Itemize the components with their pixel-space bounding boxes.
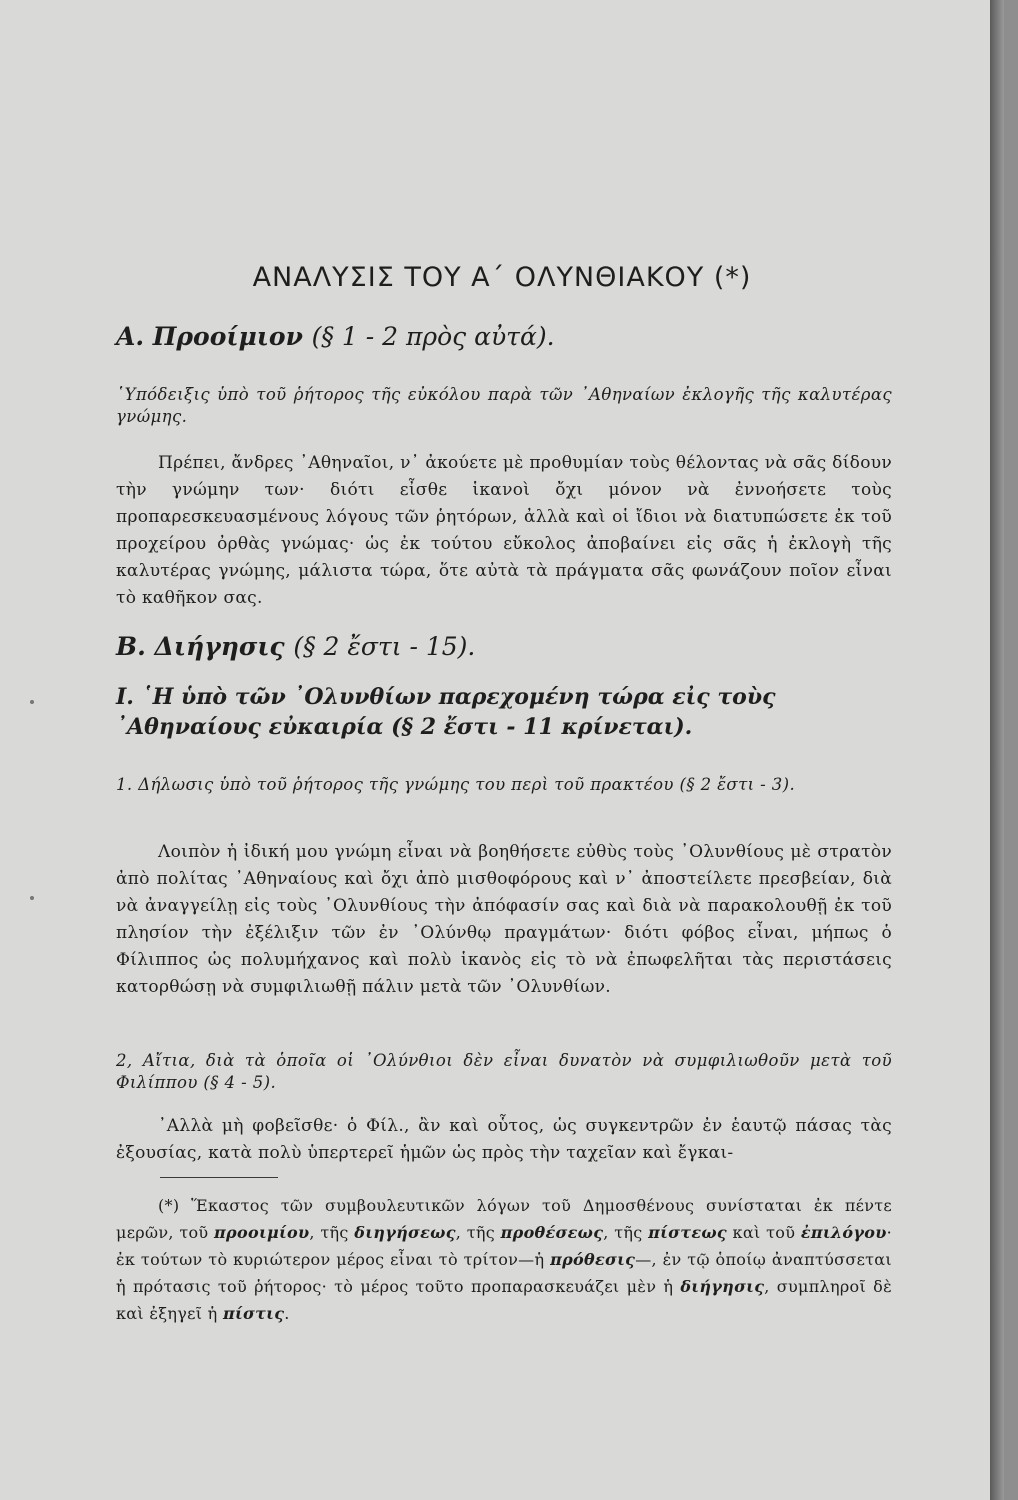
footnote-term: προοιμίου	[214, 1223, 310, 1242]
footnote-term: ἐπιλόγου	[800, 1223, 887, 1242]
section-a-heading-ref: (§ 1 - 2 πρὸς αὐτά).	[311, 322, 555, 351]
section-a-paragraph: Πρέπει, ἄνδρες ᾿Αθηναῖοι, ν᾿ ἀκούετε μὲ προθυμίαν τοὺς θέλοντας νὰ σᾶς δίδουν τὴν γνώμην των· διότι εἶσθε ἱκανοὶ ὄχι μόνον νὰ ἐννοήσετε τοὺς προπαρεσκευασμένους λόγους τῶν ῥητόρων, ἀλλὰ καὶ οἱ ἴδιοι νὰ διατυπώσετε ἐκ τοῦ προχείρου ὀρθὰς γνώμας· ὡς ἐκ τούτου εὔκολος ἀποβαίνει εἰς σᾶς ἡ ἐκλογὴ τῆς καλυτέρας γνώμης, μάλιστα τώρα, ὅτε αὐτὰ τὰ πράγματα σᾶς φωνάζουν ποῖον εἶναι τὸ καθῆκον σας.	[116, 453, 892, 608]
footnote-rule	[160, 1177, 278, 1178]
page-title: ΑΝΑΛΥΣΙΣ ΤΟΥ Α΄ ΟΛΥΝΘΙΑΚΟΥ (*)	[252, 262, 752, 293]
item-2-heading: 2, Αἴτια, διὰ τὰ ὁποῖα οἱ ᾿Ολύνθιοι δὲν εἶναι δυνατὸν νὰ συμφιλιωθοῦν μετὰ τοῦ Φιλίππου (§ 4 - 5).	[116, 1051, 892, 1092]
footnote-term: πίστις	[222, 1304, 285, 1323]
footnote-term: πρόθεσις	[550, 1250, 636, 1269]
subsection-i-heading: Ι. ῾Η ὑπὸ τῶν ᾿Ολυνθίων παρεχομένη τώρα εἰς τοὺς ᾿Αθηναίους εὐκαιρία (§ 2 ἔστι - 11 κρίνεται).	[116, 684, 776, 740]
footnote-text: (*) Ἕκαστος τῶν συμβουλευτικῶν λόγων τοῦ Δημοσθένους συνίσταται ἐκ πέντε μερῶν, τοῦ	[116, 1196, 892, 1242]
footnote	[116, 1192, 892, 1327]
footnote-text: , τῆς	[309, 1223, 355, 1242]
footnote-term: προθέσεως	[500, 1223, 604, 1242]
footnote-term: πίστεως	[648, 1223, 727, 1242]
footnote-term: διηγήσεως	[354, 1223, 456, 1242]
footnote-text: καὶ τοῦ	[726, 1223, 801, 1242]
section-a-heading-text: Α. Προοίμιον	[116, 322, 303, 351]
item-1-paragraph: Λοιπὸν ἡ ἰδική μου γνώμη εἶναι νὰ βοηθήσετε εὐθὺς τοὺς ᾿Ολυνθίους μὲ στρατὸν ἀπὸ πολίτας ᾿Αθηναίους καὶ ὄχι ἀπὸ μισθοφόρους καὶ ν᾿ ἀποστείλετε πρεσβείαν, διὰ νὰ ἀναγγείλῃ εἰς τοὺς ᾿Ολυνθίους τὴν ἀπόφασίν σας καὶ διὰ νὰ παρακολουθῇ ἐκ τοῦ πλησίον τὴν ἐξέλιξιν τῶν ἐν ᾿Ολύνθῳ πραγμάτων· διότι φόβος εἶναι, μήπως ὁ Φίλιππος ὡς πολυμήχανος καὶ πολὺ ἱκανὸς εἰς τὸ νὰ ἐπωφελῆται τὰς περιστάσεις κατορθώσῃ νὰ συμφιλιωθῇ πάλιν μετὰ τῶν ᾿Ολυνθίων.	[116, 842, 892, 997]
speck	[30, 700, 34, 704]
section-a-summary: ῾Υπόδειξις ὑπὸ τοῦ ῥήτορος τῆς εὐκόλου παρὰ τῶν ᾿Αθηναίων ἐκλογῆς τῆς καλυτέρας γνώμης.	[116, 385, 892, 426]
section-b-heading-text: Β. Διήγησις	[116, 632, 285, 661]
section-a-heading	[116, 322, 555, 351]
item-2-paragraph: ᾿Αλλὰ μὴ φοβεῖσθε· ὁ Φίλ., ἂν καὶ οὗτος, ὡς συγκεντρῶν ἐν ἑαυτῷ πάσας τὰς ἐξουσίας, κατὰ πολὺ ὑπερτερεῖ ἡμῶν ὡς πρὸς τὴν ταχεῖαν καὶ ἔγκαι-	[116, 1116, 892, 1163]
section-b-heading	[116, 632, 475, 661]
section-b-heading-ref: (§ 2 ἔστι - 15).	[293, 632, 476, 661]
footnote-text: —, ἐν τῷ ὁποίῳ ἀναπτύσσεται ἡ πρότασις τοῦ ῥήτορος· τὸ μέρος τοῦτο προπαρασκευάζει μὲν ἡ	[116, 1250, 892, 1296]
footnote-text: .	[284, 1304, 290, 1323]
footnote-text: , τῆς	[603, 1223, 649, 1242]
footnote-text: , συμπληροῖ δὲ καὶ ἐξηγεῖ ἡ	[116, 1277, 892, 1323]
item-1-heading: 1. Δήλωσις ὑπὸ τοῦ ῥήτορος τῆς γνώμης του περὶ τοῦ πρακτέου (§ 2 ἔστι - 3).	[116, 775, 796, 794]
footnote-text: , τῆς	[455, 1223, 501, 1242]
footnote-text: · ἐκ τούτων τὸ κυριώτερον μέρος εἶναι τὸ τρίτον—ἡ	[116, 1223, 893, 1269]
speck	[30, 896, 34, 900]
footnote-term: διήγησις	[680, 1277, 765, 1296]
page-edge	[990, 0, 1004, 1500]
